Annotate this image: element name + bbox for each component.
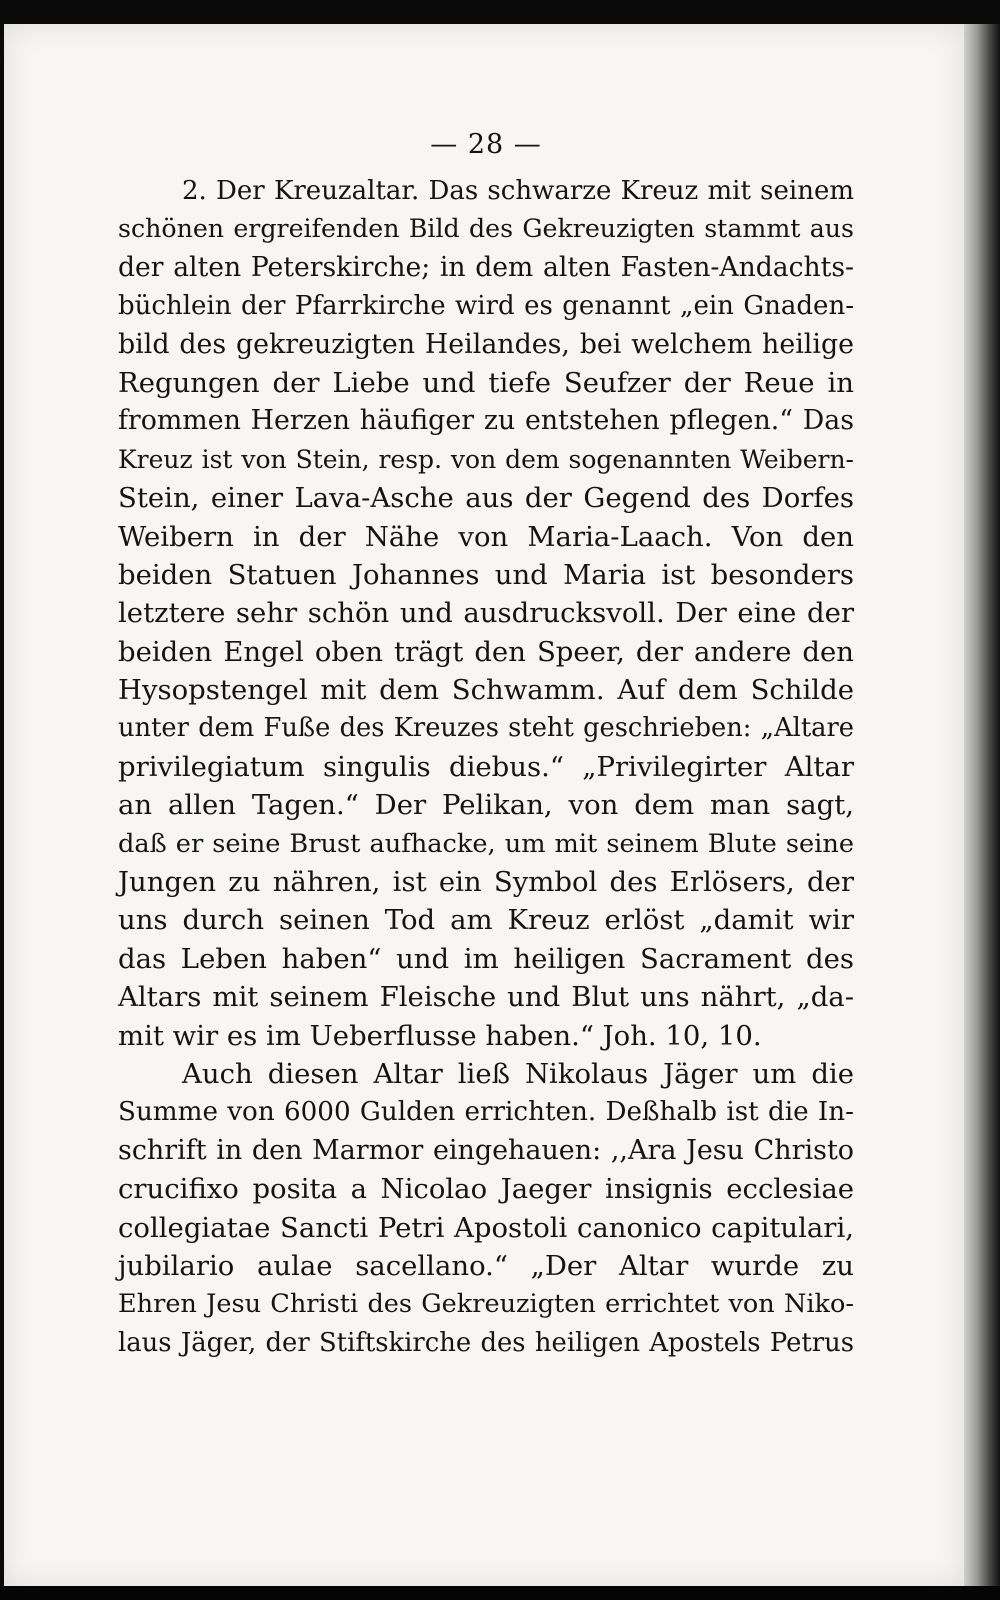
text-line: mit wir es im Ueberflusse haben.“ Joh. 10, 10. [118, 1019, 762, 1052]
text-line: frommen Herzen häufiger zu entstehen pflegen.“ Das [118, 405, 854, 437]
paragraph-jaeger [118, 1055, 854, 1362]
text-line: Auch diesen Altar ließ Nikolaus Jäger um die [182, 1057, 854, 1090]
text-line: Regungen der Liebe und tiefe Seufzer der Reue in [118, 366, 854, 399]
text-line: unter dem Fuße des Kreuzes steht geschrieben: „Altare [118, 713, 854, 744]
text-line: Stein, einer Lava-Asche aus der Gegend des Dorfes [118, 482, 854, 515]
text-line: schrift in den Marmor eingehauen: ,,Ara Jesu Christo [118, 1134, 854, 1166]
text-line: privilegiatum singulis diebus.“ „Privilegirter Altar [118, 750, 854, 783]
text-line: 2. Der Kreuzaltar. Das schwarze Kreuz mit seinem [182, 176, 854, 206]
text-line: Altars mit seinem Fleische und Blut uns nährt, „da- [118, 981, 854, 1014]
text-line: Hysopstengel mit dem Schwamm. Auf dem Schilde [118, 674, 854, 707]
page-number: — 28 — [430, 129, 542, 160]
text-line: Weibern in der Nähe von Maria-Laach. Von den [118, 520, 854, 553]
text-line: daß er seine Brust aufhacke, um mit seinem Blute seine [118, 828, 854, 859]
text-line: beiden Engel oben trägt den Speer, der andere den [118, 635, 854, 668]
text-line: uns durch seinen Tod am Kreuz erlöst „damit wir [118, 904, 854, 937]
text-line: büchlein der Pfarrkirche wird es genannt „ein Gnaden- [118, 291, 854, 322]
text-line: beiden Statuen Johannes und Maria ist besonders [118, 558, 854, 591]
text-line: collegiatae Sancti Petri Apostoli canonico capitulari, [118, 1211, 854, 1244]
text-line: Summe von 6000 Gulden errichten. Deßhalb ist die In- [118, 1097, 854, 1128]
text-line: Kreuz ist von Stein, resp. von dem sogenannten Weibern- [118, 444, 854, 474]
text-line: jubilario aulae sacellano.“ „Der Altar wurde zu [118, 1249, 854, 1282]
text-line: bild des gekreuzigten Heilandes, bei welchem heilige [118, 328, 854, 360]
text-line: das Leben haben“ und im heiligen Sacrament des [118, 942, 854, 975]
text-line: letztere sehr schön und ausdrucksvoll. Der eine der [118, 597, 854, 630]
paragraph-kreuzaltar [118, 172, 854, 1055]
page-text [118, 118, 854, 1362]
text-line: Jungen zu nähren, ist ein Symbol des Erlösers, der [118, 866, 854, 899]
text-line: crucifixo posita a Nicolao Jaeger insignis ecclesiae [118, 1173, 854, 1206]
text-line: laus Jäger, der Stiftskirche des heiligen Apostels Petrus [118, 1327, 854, 1358]
text-line: an allen Tagen.“ Der Pelikan, von dem man sagt, [118, 789, 854, 822]
text-line: Ehren Jesu Christi des Gekreuzigten errichtet von Niko- [118, 1289, 854, 1320]
scan-border [0, 1586, 1000, 1600]
page-edge-shadow [964, 24, 1000, 1586]
text-line: schönen ergreifenden Bild des Gekreuzigten stammt aus [118, 214, 854, 244]
text-line: der alten Peterskirche; in dem alten Fasten-Andachts- [118, 251, 854, 283]
